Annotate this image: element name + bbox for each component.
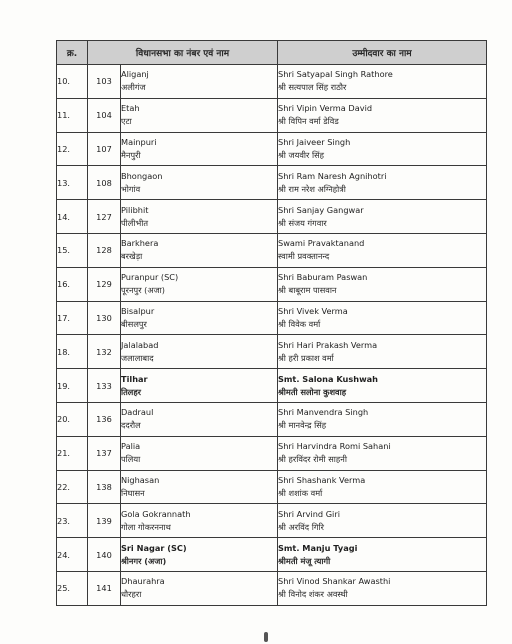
constituency-name bbox=[121, 98, 278, 132]
constituency-name bbox=[121, 402, 278, 436]
candidate-name bbox=[278, 470, 487, 504]
candidate-name-hi: श्री विपिन वर्मा डेविड bbox=[278, 116, 339, 127]
constituency-name bbox=[121, 369, 278, 403]
serial-number: 24. bbox=[57, 538, 88, 572]
candidate-name-hi: श्री संजय गंगवार bbox=[278, 217, 327, 228]
constituency-name-en: Nighasan bbox=[121, 474, 160, 485]
candidate-name-en: Shri Hari Prakash Verma bbox=[278, 339, 378, 350]
constituency-name-en: Sri Nagar (SC) bbox=[121, 542, 187, 553]
candidate-name bbox=[278, 538, 487, 572]
constituency-name-en: Etah bbox=[121, 103, 140, 114]
candidate-name bbox=[278, 267, 487, 301]
constituency-name bbox=[121, 571, 278, 605]
constituency-name-hi: जलालाबाद bbox=[121, 352, 154, 363]
table-row bbox=[57, 369, 487, 403]
candidate-name-hi: श्री मानवेन्द्र सिंह bbox=[278, 420, 327, 431]
table-row bbox=[57, 301, 487, 335]
header-constituency: विधानसभा का नंबर एवं नाम bbox=[88, 41, 278, 65]
constituency-number: 138 bbox=[88, 470, 121, 504]
candidate-name bbox=[278, 233, 487, 267]
serial-number: 16. bbox=[57, 267, 88, 301]
candidate-name-en: Shri Vipin Verma David bbox=[278, 103, 373, 114]
constituency-name bbox=[121, 470, 278, 504]
table-row bbox=[57, 98, 487, 132]
constituency-number: 127 bbox=[88, 200, 121, 234]
constituency-name-en: Tilhar bbox=[121, 373, 148, 384]
constituency-name-hi: तिलहर bbox=[121, 386, 142, 397]
candidate-name-en: Shri Arvind Giri bbox=[278, 508, 340, 519]
constituency-name-en: Jalalabad bbox=[121, 339, 159, 350]
constituency-number: 130 bbox=[88, 301, 121, 335]
candidate-name-hi: श्रीमती मंजू त्यागी bbox=[278, 555, 331, 566]
constituency-name-en: Dhaurahra bbox=[121, 576, 165, 587]
candidate-name bbox=[278, 504, 487, 538]
serial-number: 14. bbox=[57, 200, 88, 234]
table-row bbox=[57, 267, 487, 301]
constituency-name-en: Bisalpur bbox=[121, 305, 155, 316]
constituency-number: 136 bbox=[88, 402, 121, 436]
constituency-number: 103 bbox=[88, 65, 121, 99]
candidate-name-hi: श्री बाबूराम पासवान bbox=[278, 285, 337, 296]
candidate-name bbox=[278, 436, 487, 470]
constituency-number: 108 bbox=[88, 166, 121, 200]
serial-number: 21. bbox=[57, 436, 88, 470]
constituency-name-hi: पूरनपुर (अजा) bbox=[121, 285, 165, 296]
candidate-name-en: Shri Manvendra Singh bbox=[278, 407, 369, 418]
constituency-number: 140 bbox=[88, 538, 121, 572]
constituency-number: 129 bbox=[88, 267, 121, 301]
candidate-name bbox=[278, 571, 487, 605]
constituency-name-en: Mainpuri bbox=[121, 136, 157, 147]
constituency-name bbox=[121, 538, 278, 572]
candidate-name-hi: श्री हरी प्रकाश वर्मा bbox=[278, 352, 334, 363]
constituency-name-en: Barkhera bbox=[121, 238, 159, 249]
candidate-name-hi: श्री विनोद शंकर अवस्थी bbox=[278, 589, 348, 600]
candidate-name-en: Smt. Manju Tyagi bbox=[278, 542, 358, 553]
serial-number: 23. bbox=[57, 504, 88, 538]
constituency-name-hi: ददरौल bbox=[121, 420, 141, 431]
constituency-name-hi: भोगांव bbox=[121, 183, 141, 194]
table-header bbox=[57, 41, 487, 65]
table-row bbox=[57, 200, 487, 234]
header-candidate: उम्मीदवार का नाम bbox=[278, 41, 487, 65]
constituency-name-hi: गोला गोकरननाथ bbox=[121, 521, 171, 532]
constituency-name-hi: पीलीभीत bbox=[121, 217, 148, 228]
constituency-name bbox=[121, 335, 278, 369]
candidate-name-en: Shri Satyapal Singh Rathore bbox=[278, 69, 393, 80]
table-row bbox=[57, 335, 487, 369]
constituency-name-hi: मैनपुरी bbox=[121, 149, 141, 160]
constituency-name-en: Dadraul bbox=[121, 407, 154, 418]
page-mark bbox=[264, 632, 268, 642]
serial-number: 13. bbox=[57, 166, 88, 200]
constituency-name-hi: श्रीनगर (अजा) bbox=[121, 555, 167, 566]
table-row bbox=[57, 504, 487, 538]
candidate-name-en: Shri Sanjay Gangwar bbox=[278, 204, 364, 215]
constituency-name-en: Palia bbox=[121, 441, 141, 452]
candidate-name-hi: श्री शशांक वर्मा bbox=[278, 487, 323, 498]
candidate-name-en: Swami Pravaktanand bbox=[278, 238, 365, 249]
serial-number: 25. bbox=[57, 571, 88, 605]
table-row bbox=[57, 166, 487, 200]
candidate-name-en: Shri Baburam Paswan bbox=[278, 272, 368, 283]
constituency-number: 128 bbox=[88, 233, 121, 267]
header-serial: क्र. bbox=[57, 41, 88, 65]
constituency-number: 141 bbox=[88, 571, 121, 605]
constituency-name-hi: बरखेड़ा bbox=[121, 251, 143, 262]
table-row bbox=[57, 402, 487, 436]
candidate-name bbox=[278, 166, 487, 200]
table-row bbox=[57, 65, 487, 99]
constituency-name bbox=[121, 233, 278, 267]
candidate-name bbox=[278, 132, 487, 166]
candidate-name-hi: श्री अरविंद गिरि bbox=[278, 521, 324, 532]
candidate-name bbox=[278, 335, 487, 369]
constituency-name-en: Pilibhit bbox=[121, 204, 149, 215]
serial-number: 17. bbox=[57, 301, 88, 335]
table-row bbox=[57, 132, 487, 166]
constituency-name-hi: निघासन bbox=[121, 487, 145, 498]
constituency-name-en: Puranpur (SC) bbox=[121, 272, 179, 283]
candidate-name-en: Shri Vinod Shankar Awasthi bbox=[278, 576, 391, 587]
serial-number: 12. bbox=[57, 132, 88, 166]
candidate-name-en: Smt. Salona Kushwah bbox=[278, 373, 379, 384]
candidate-name-hi: श्री हरविंदर रोमी साहनी bbox=[278, 454, 347, 465]
serial-number: 11. bbox=[57, 98, 88, 132]
constituency-name bbox=[121, 436, 278, 470]
candidate-name bbox=[278, 402, 487, 436]
constituency-name-en: Bhongaon bbox=[121, 170, 163, 181]
candidate-table bbox=[56, 40, 487, 606]
constituency-name-en: Gola Gokrannath bbox=[121, 508, 191, 519]
table-row bbox=[57, 470, 487, 504]
table-row bbox=[57, 571, 487, 605]
serial-number: 10. bbox=[57, 65, 88, 99]
constituency-name-hi: अलीगंज bbox=[121, 82, 146, 93]
table-row bbox=[57, 538, 487, 572]
constituency-name-en: Aliganj bbox=[121, 69, 149, 80]
constituency-number: 137 bbox=[88, 436, 121, 470]
serial-number: 19. bbox=[57, 369, 88, 403]
serial-number: 18. bbox=[57, 335, 88, 369]
constituency-name bbox=[121, 267, 278, 301]
constituency-name-hi: पलिया bbox=[121, 454, 141, 465]
candidate-name-en: Shri Ram Naresh Agnihotri bbox=[278, 170, 387, 181]
table-row bbox=[57, 233, 487, 267]
constituency-name-hi: बीसलपुर bbox=[121, 318, 147, 329]
constituency-name bbox=[121, 200, 278, 234]
constituency-name-hi: एटा bbox=[121, 116, 132, 127]
candidate-name-hi: श्री राम नरेश अग्निहोत्री bbox=[278, 183, 346, 194]
candidate-name bbox=[278, 65, 487, 99]
candidate-name bbox=[278, 200, 487, 234]
constituency-name bbox=[121, 504, 278, 538]
candidate-name-hi: श्रीमती सलोना कुशवाह bbox=[278, 386, 347, 397]
constituency-number: 104 bbox=[88, 98, 121, 132]
constituency-name bbox=[121, 132, 278, 166]
constituency-name bbox=[121, 65, 278, 99]
serial-number: 20. bbox=[57, 402, 88, 436]
candidate-name bbox=[278, 301, 487, 335]
constituency-name-hi: धौरहरा bbox=[121, 589, 142, 600]
serial-number: 15. bbox=[57, 233, 88, 267]
table-body bbox=[57, 65, 487, 606]
constituency-number: 139 bbox=[88, 504, 121, 538]
constituency-name bbox=[121, 166, 278, 200]
serial-number: 22. bbox=[57, 470, 88, 504]
candidate-name bbox=[278, 369, 487, 403]
constituency-number: 132 bbox=[88, 335, 121, 369]
candidate-name-en: Shri Harvindra Romi Sahani bbox=[278, 441, 391, 452]
candidate-name-hi: श्री विवेक वर्मा bbox=[278, 318, 321, 329]
candidate-name-hi: श्री सत्यपाल सिंह राठौर bbox=[278, 82, 347, 93]
candidate-name-en: Shri Vivek Verma bbox=[278, 305, 348, 316]
table-row bbox=[57, 436, 487, 470]
candidate-name bbox=[278, 98, 487, 132]
candidate-name-hi: श्री जयवीर सिंह bbox=[278, 149, 324, 160]
candidate-name-en: Shri Jaiveer Singh bbox=[278, 136, 351, 147]
constituency-number: 107 bbox=[88, 132, 121, 166]
candidate-name-hi: स्वामी प्रवक्तानन्द bbox=[278, 251, 330, 262]
constituency-name bbox=[121, 301, 278, 335]
candidate-name-en: Shri Shashank Verma bbox=[278, 474, 366, 485]
constituency-number: 133 bbox=[88, 369, 121, 403]
